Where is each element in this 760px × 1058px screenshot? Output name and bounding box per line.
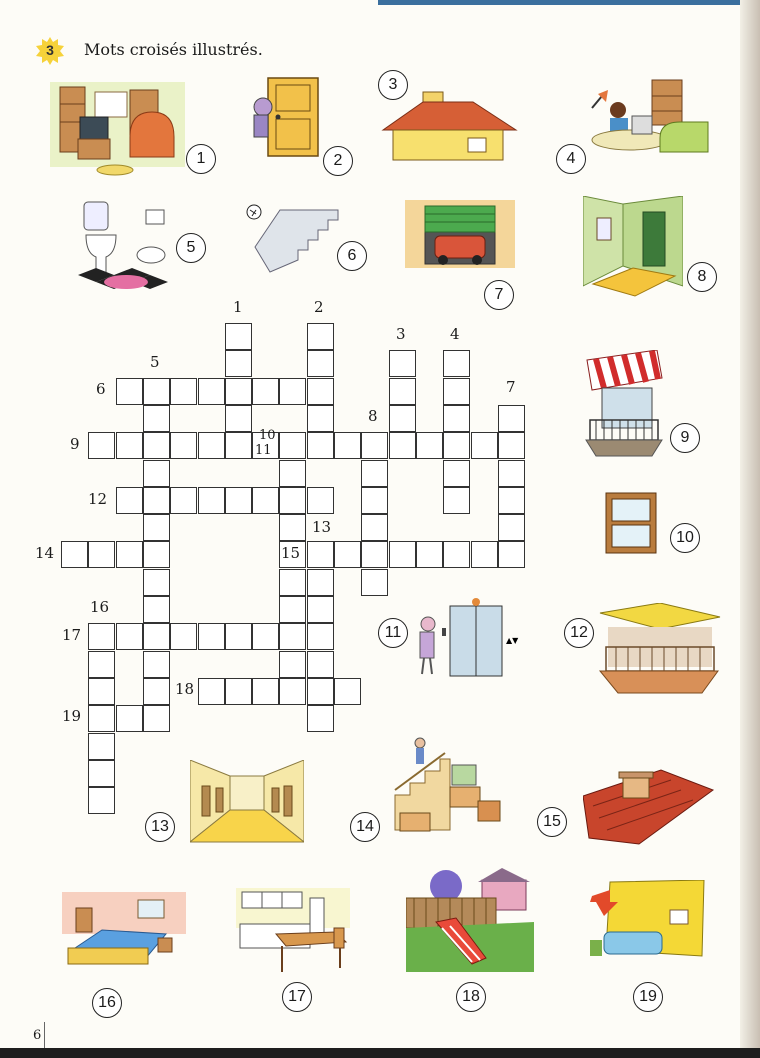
illustration-badge: 16 (92, 988, 122, 1018)
clue-number-10: 10 (259, 428, 276, 443)
crossword-cell[interactable] (361, 541, 388, 568)
entrance-hall-icon (583, 196, 683, 300)
illustration-3 (378, 90, 518, 166)
illustration-badge: 3 (378, 70, 408, 100)
crossword-cell[interactable] (416, 432, 443, 459)
crossword-cell[interactable] (198, 487, 225, 514)
illustration-9 (582, 350, 668, 462)
crossword-cell[interactable] (443, 432, 470, 459)
illustration-badge: 18 (456, 982, 486, 1012)
crossword-cell[interactable] (471, 541, 498, 568)
illustration-badge: 8 (687, 262, 717, 292)
crossword-cell[interactable] (361, 487, 388, 514)
clue-number-14: 14 (35, 544, 55, 562)
illustration-15 (583, 766, 715, 850)
crossword-cell[interactable] (143, 678, 170, 705)
crossword-cell[interactable] (307, 323, 334, 350)
crossword-cell[interactable] (143, 514, 170, 541)
corridor-icon (190, 760, 304, 850)
page-margin-line (44, 1022, 45, 1048)
illustration-14 (390, 735, 504, 839)
illustration-13 (190, 760, 304, 854)
crossword-cell[interactable] (88, 432, 115, 459)
clue-number-2: 2 (314, 298, 324, 316)
illustration-badge: 6 (337, 241, 367, 271)
door-icon (248, 75, 323, 157)
crossword-cell[interactable] (279, 569, 306, 596)
crossword-cell[interactable] (416, 541, 443, 568)
crossword-cell[interactable] (334, 541, 361, 568)
crossword-cell[interactable] (498, 405, 525, 432)
illustration-badge: 17 (282, 982, 312, 1012)
crossword-cell[interactable] (443, 378, 470, 405)
crossword-cell[interactable] (334, 678, 361, 705)
illustration-2 (248, 75, 323, 161)
crossword-cell[interactable] (307, 350, 334, 377)
crossword-cell[interactable] (361, 432, 388, 459)
crossword-cell[interactable] (225, 350, 252, 377)
crossword-cell[interactable] (88, 623, 115, 650)
book-spine-shadow (740, 0, 760, 1058)
clue-number-9: 9 (70, 435, 80, 453)
crossword-cell[interactable] (143, 405, 170, 432)
clue-number-19: 19 (62, 707, 82, 725)
crossword-cell[interactable] (361, 460, 388, 487)
crossword-cell[interactable] (498, 460, 525, 487)
office-icon (590, 78, 712, 162)
crossword-cell[interactable] (279, 678, 306, 705)
crossword-cell[interactable] (252, 378, 279, 405)
clue-number-7: 7 (506, 378, 516, 396)
living-room-icon (50, 82, 185, 177)
crossword-cell[interactable] (361, 569, 388, 596)
crossword-cell[interactable] (498, 541, 525, 568)
crossword-cell[interactable] (389, 541, 416, 568)
crossword-cell[interactable] (443, 487, 470, 514)
page-number: 6 (33, 1028, 42, 1043)
crossword-cell[interactable] (225, 378, 252, 405)
crossword-cell[interactable] (116, 541, 143, 568)
moving-stairs-icon (390, 735, 504, 835)
crossword-cell[interactable] (498, 487, 525, 514)
illustration-18 (406, 868, 534, 976)
kitchen-icon (236, 888, 350, 976)
clue-number-17: 17 (62, 626, 82, 644)
crossword-cell[interactable] (225, 432, 252, 459)
crossword-cell[interactable] (307, 487, 334, 514)
crossword-cell[interactable] (170, 432, 197, 459)
top-accent-bar (378, 0, 760, 5)
crossword-cell[interactable] (279, 514, 306, 541)
crossword-cell[interactable] (143, 432, 170, 459)
crossword-cell[interactable] (307, 705, 334, 732)
bottom-edge-shadow (0, 1048, 760, 1058)
crossword-cell[interactable] (279, 596, 306, 623)
crossword-cell[interactable] (279, 460, 306, 487)
illustration-badge: 1 (186, 144, 216, 174)
illustration-6 (240, 202, 340, 278)
crossword-cell[interactable] (225, 487, 252, 514)
illustration-badge: 10 (670, 523, 700, 553)
crossword-cell[interactable] (198, 378, 225, 405)
crossword-cell[interactable] (198, 623, 225, 650)
window-icon (604, 491, 658, 555)
clue-number-1: 1 (233, 298, 243, 316)
crossword-cell[interactable] (61, 541, 88, 568)
crossword-cell[interactable] (116, 487, 143, 514)
crossword-cell[interactable] (143, 541, 170, 568)
svg-text:▲▼: ▲▼ (506, 636, 519, 645)
illustration-12 (598, 603, 722, 699)
crossword-cell[interactable] (307, 378, 334, 405)
crossword-cell[interactable] (143, 378, 170, 405)
staircase-icon (240, 202, 340, 274)
crossword-cell[interactable] (170, 487, 197, 514)
crossword-cell[interactable] (279, 487, 306, 514)
crossword-cell[interactable] (389, 405, 416, 432)
crossword-cell[interactable] (88, 541, 115, 568)
illustration-badge: 19 (633, 982, 663, 1012)
crossword-cell[interactable] (88, 733, 115, 760)
clue-number-6: 6 (96, 380, 106, 398)
crossword-cell[interactable] (116, 705, 143, 732)
balcony-icon (582, 350, 668, 458)
crossword-cell[interactable] (307, 623, 334, 650)
crossword-cell[interactable] (170, 378, 197, 405)
illustration-badge: 14 (350, 812, 380, 842)
clue-number-8: 8 (368, 407, 378, 425)
crossword-cell[interactable] (307, 405, 334, 432)
bedroom-icon (62, 892, 186, 974)
clue-number-15: 15 (281, 544, 301, 562)
illustration-10 (604, 491, 658, 559)
crossword-cell[interactable] (252, 487, 279, 514)
crossword-cell[interactable] (252, 623, 279, 650)
illustration-8 (583, 196, 683, 304)
crossword-cell[interactable] (307, 432, 334, 459)
illustration-badge: 4 (556, 144, 586, 174)
bathroom-icon (76, 200, 176, 298)
illustration-19 (590, 880, 706, 970)
illustration-badge: 5 (176, 233, 206, 263)
crossword-cell[interactable] (116, 623, 143, 650)
crossword-cell[interactable] (307, 541, 334, 568)
illustration-badge: 12 (564, 618, 594, 648)
crossword-cell[interactable] (88, 651, 115, 678)
crossword-cell[interactable] (279, 651, 306, 678)
illustration-badge: 2 (323, 146, 353, 176)
crossword-cell[interactable] (225, 405, 252, 432)
crossword-cell[interactable] (88, 705, 115, 732)
illustration-badge: 7 (484, 280, 514, 310)
illustration-17 (236, 888, 350, 980)
crossword-cell[interactable] (143, 651, 170, 678)
exercise-number-badge (36, 37, 64, 65)
crossword-cell[interactable] (443, 460, 470, 487)
crossword-cell[interactable] (88, 678, 115, 705)
crossword-cell[interactable] (198, 432, 225, 459)
crossword-cell[interactable] (334, 432, 361, 459)
crossword-cell[interactable] (443, 405, 470, 432)
clue-number-3: 3 (396, 325, 406, 343)
elevator-icon (410, 598, 530, 680)
crossword-cell[interactable] (307, 651, 334, 678)
crossword-cell[interactable] (116, 378, 143, 405)
exercise-title: Mots croisés illustrés. (84, 40, 263, 59)
crossword-cell[interactable] (252, 678, 279, 705)
illustration-badge: 15 (537, 807, 567, 837)
crossword-cell[interactable] (443, 541, 470, 568)
crossword-cell[interactable] (389, 378, 416, 405)
crossword-cell[interactable] (307, 569, 334, 596)
clue-number-16: 16 (90, 598, 110, 616)
garden-icon (406, 868, 534, 972)
crossword-cell[interactable] (361, 514, 388, 541)
garage-icon (405, 200, 515, 268)
wall-icon (590, 880, 706, 966)
clue-number-12: 12 (88, 490, 108, 508)
crossword-cell[interactable] (498, 432, 525, 459)
illustration-7 (405, 200, 515, 272)
crossword-cell[interactable] (143, 487, 170, 514)
chimney-icon (583, 766, 715, 846)
illustration-5 (76, 200, 176, 302)
crossword-cell[interactable] (170, 623, 197, 650)
crossword-cell[interactable] (307, 678, 334, 705)
crossword-cell[interactable] (116, 432, 143, 459)
crossword-cell[interactable] (279, 378, 306, 405)
clue-number-4: 4 (450, 325, 460, 343)
crossword-cell[interactable] (279, 432, 306, 459)
crossword-cell[interactable] (88, 787, 115, 814)
crossword-cell[interactable] (307, 596, 334, 623)
crossword-cell[interactable] (471, 432, 498, 459)
crossword-cell[interactable] (143, 623, 170, 650)
illustration-1 (50, 82, 185, 181)
illustration-4 (590, 78, 712, 166)
crossword-cell[interactable] (143, 460, 170, 487)
crossword-cell[interactable] (225, 623, 252, 650)
illustration-badge: 11 (378, 618, 408, 648)
crossword-cell[interactable] (389, 432, 416, 459)
crossword-cell[interactable] (143, 596, 170, 623)
illustration-11 (410, 598, 530, 684)
clue-number-11: 11 (255, 443, 272, 458)
clue-number-5: 5 (150, 353, 160, 371)
crossword-cell[interactable] (498, 514, 525, 541)
crossword-cell[interactable] (279, 623, 306, 650)
crossword-cell[interactable] (443, 350, 470, 377)
crossword-cell[interactable] (88, 760, 115, 787)
crossword-cell[interactable] (143, 705, 170, 732)
exercise-number: 3 (46, 42, 54, 58)
illustration-16 (62, 892, 186, 978)
crossword-cell[interactable] (143, 569, 170, 596)
illustration-badge: 9 (670, 423, 700, 453)
crossword-cell[interactable] (225, 323, 252, 350)
crossword-cell[interactable] (198, 678, 225, 705)
roof-house-icon (378, 90, 518, 162)
clue-number-18: 18 (175, 680, 195, 698)
illustration-badge: 13 (145, 812, 175, 842)
terrace-icon (598, 603, 722, 695)
crossword-cell[interactable] (225, 678, 252, 705)
clue-number-13: 13 (312, 518, 332, 536)
crossword-cell[interactable] (389, 350, 416, 377)
